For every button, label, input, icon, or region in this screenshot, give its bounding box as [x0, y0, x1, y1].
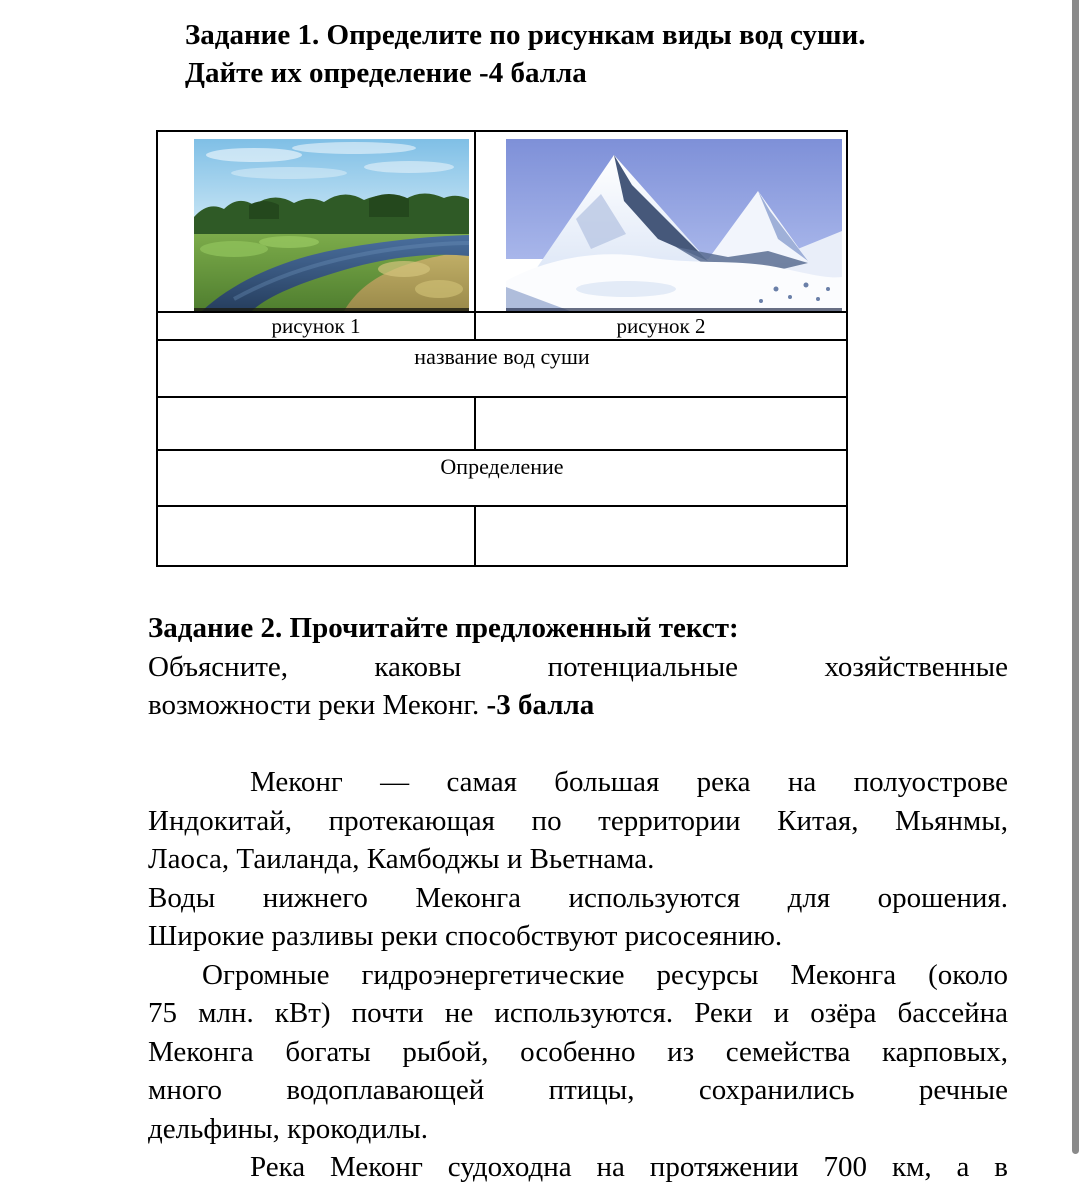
paragraph-line: Меконг — самая большая река на полуострове — [250, 766, 1008, 798]
answer-cell-name-2 — [476, 398, 846, 451]
paragraph-line: Воды нижнего Меконга используются для орошения. — [148, 881, 1008, 914]
answer-cell-definition-1 — [158, 507, 476, 565]
task1-title-line2: Дайте их определение -4 балла — [185, 57, 587, 89]
paragraph-line: Индокитай, протекающая по территории Китая, Мьянмы, — [148, 804, 1008, 837]
paragraph-line: 75 млн. кВт) почти не используются. Реки и озёра бассейна — [148, 997, 1008, 1029]
task2-section — [148, 609, 1008, 1187]
vertical-scrollbar-thumb[interactable] — [1072, 0, 1079, 1154]
task1-title — [185, 16, 985, 92]
paragraph-line: Река Меконг судоходна на протяжении 700 км, а в — [250, 1151, 1008, 1183]
photo-cell-2 — [476, 132, 846, 313]
paragraph-line: много водоплавающей птицы, сохранились речные — [148, 1074, 1008, 1106]
answer-cell-definition-2 — [476, 507, 846, 565]
task2-question-line — [148, 686, 1008, 725]
task2-question-line: Объясните, каковы потенциальные хозяйственные — [148, 650, 1008, 683]
table-header-definition: Определение — [158, 451, 846, 507]
caption-figure-1: рисунок 1 — [158, 313, 476, 341]
answer-cell-name-1 — [158, 398, 476, 451]
task1-title-line1: Задание 1. Определите по рисункам виды вод суши. — [185, 19, 866, 51]
paragraph-line: Огромные гидроэнергетические ресурсы Меконга (около — [202, 958, 1008, 991]
caption-figure-2: рисунок 2 — [476, 313, 846, 341]
snowy-mountains-photo — [506, 139, 842, 311]
river-photo — [194, 139, 469, 311]
blank-line — [148, 725, 1008, 764]
points-badge: -3 балла — [486, 689, 595, 721]
paragraph-line: дельфины, крокодилы. — [148, 1112, 428, 1145]
photo-cell-1 — [158, 132, 476, 313]
task1-table — [156, 130, 848, 567]
question-text: возможности реки Меконг. — [148, 689, 480, 721]
paragraph-line: Лаоса, Таиланда, Камбоджы и Вьетнама. — [148, 843, 655, 875]
task2-heading: Задание 2. Прочитайте предложенный текст: — [148, 612, 739, 644]
paragraph-line: Меконга богаты рыбой, особенно из семейства карповых, — [148, 1035, 1008, 1068]
paragraph-line: Широкие разливы реки способствуют рисосеянию. — [148, 920, 783, 952]
table-header-water-name: название вод суши — [158, 341, 846, 398]
